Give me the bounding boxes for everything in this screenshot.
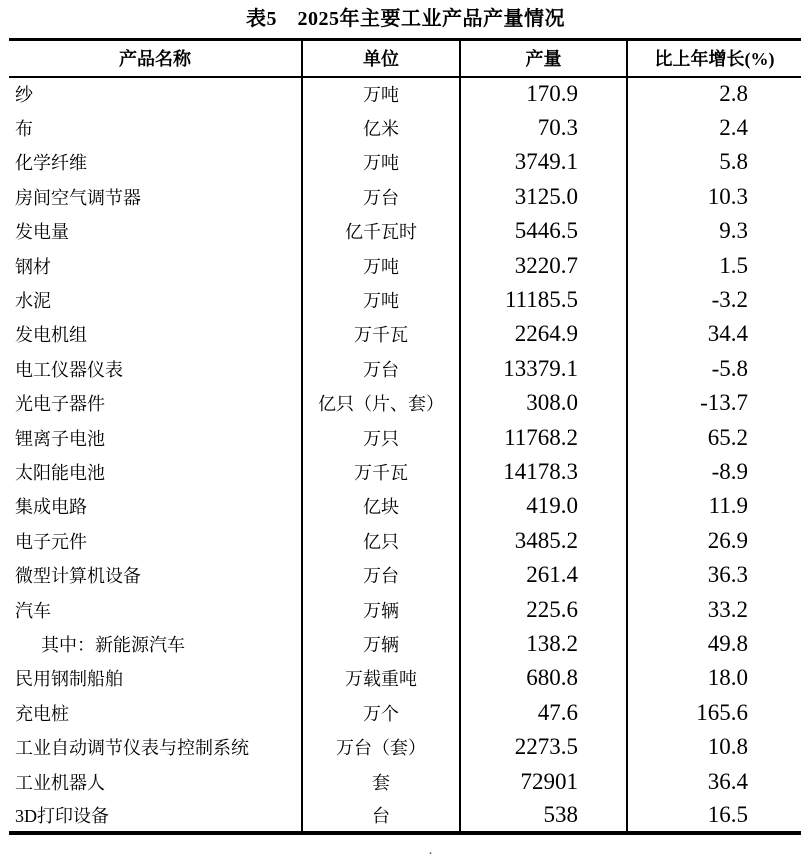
unit-cell: 亿千瓦时 xyxy=(302,214,460,248)
growth-cell: -3.2 xyxy=(627,283,801,317)
product-name-cell: 发电量 xyxy=(15,222,69,243)
product-name-cell: 充电桩 xyxy=(15,703,69,724)
table-row xyxy=(9,77,801,111)
output-cell: 47.6 xyxy=(460,696,627,730)
header-product-name: 产品名称 xyxy=(9,40,302,77)
output-cell: 5446.5 xyxy=(460,214,627,248)
table-row xyxy=(9,111,801,145)
table-row xyxy=(9,592,801,626)
output-cell: 308.0 xyxy=(460,386,627,420)
product-name-cell: 布 xyxy=(15,119,33,140)
unit-cell: 万台 xyxy=(302,352,460,386)
product-name-cell: 电子元件 xyxy=(15,531,87,552)
table-header-row xyxy=(9,40,801,77)
product-name-cell: 光电子器件 xyxy=(15,394,105,415)
header-output: 产量 xyxy=(460,40,627,77)
output-cell: 11185.5 xyxy=(460,283,627,317)
table-row xyxy=(9,386,801,420)
output-cell: 2273.5 xyxy=(460,730,627,764)
unit-cell: 亿米 xyxy=(302,111,460,145)
unit-cell: 套 xyxy=(302,764,460,798)
table-row xyxy=(9,317,801,351)
table-row xyxy=(9,420,801,454)
growth-cell: 10.3 xyxy=(627,180,801,214)
growth-cell: 5.8 xyxy=(627,145,801,179)
output-cell: 3485.2 xyxy=(460,524,627,558)
table-title: 表5 2025年主要工业产品产量情况 xyxy=(246,8,565,30)
product-name-cell: 3D打印设备 xyxy=(15,805,109,826)
growth-cell: 2.8 xyxy=(627,77,801,111)
product-name-cell: 工业自动调节仪表与控制系统 xyxy=(15,738,249,759)
product-name-cell: 水泥 xyxy=(15,291,51,312)
header-unit: 单位 xyxy=(302,40,460,77)
growth-cell: 165.6 xyxy=(627,696,801,730)
output-cell: 225.6 xyxy=(460,592,627,626)
product-name-cell: 集成电路 xyxy=(15,497,87,518)
growth-cell: 18.0 xyxy=(627,661,801,695)
output-cell: 261.4 xyxy=(460,558,627,592)
output-cell: 70.3 xyxy=(460,111,627,145)
output-cell: 3749.1 xyxy=(460,145,627,179)
table-row xyxy=(9,180,801,214)
output-cell: 538 xyxy=(460,799,627,833)
output-cell: 138.2 xyxy=(460,627,627,661)
table-row xyxy=(9,661,801,695)
table-row xyxy=(9,214,801,248)
growth-cell: 11.9 xyxy=(627,489,801,523)
product-name-cell: 微型计算机设备 xyxy=(15,566,141,587)
table-row xyxy=(9,524,801,558)
growth-cell: 1.5 xyxy=(627,248,801,282)
unit-cell: 亿只 xyxy=(302,524,460,558)
output-cell: 11768.2 xyxy=(460,420,627,454)
growth-cell: 26.9 xyxy=(627,524,801,558)
output-cell: 2264.9 xyxy=(460,317,627,351)
unit-cell: 万吨 xyxy=(302,283,460,317)
unit-cell: 万吨 xyxy=(302,248,460,282)
unit-cell: 台 xyxy=(302,799,460,833)
output-cell: 13379.1 xyxy=(460,352,627,386)
table-row xyxy=(9,799,801,833)
table-row xyxy=(9,696,801,730)
table-row xyxy=(9,352,801,386)
unit-cell: 万台 xyxy=(302,558,460,592)
unit-cell: 亿只（片、套） xyxy=(302,386,460,420)
product-name-cell: 汽车 xyxy=(15,600,51,621)
page-marker: · xyxy=(428,846,433,862)
unit-cell: 万吨 xyxy=(302,77,460,111)
unit-cell: 亿块 xyxy=(302,489,460,523)
table-row xyxy=(9,489,801,523)
growth-cell: 49.8 xyxy=(627,627,801,661)
output-cell: 3125.0 xyxy=(460,180,627,214)
growth-cell: -5.8 xyxy=(627,352,801,386)
growth-cell: 33.2 xyxy=(627,592,801,626)
product-name-cell: 电工仪器仪表 xyxy=(15,359,123,380)
unit-cell: 万只 xyxy=(302,420,460,454)
unit-cell: 万辆 xyxy=(302,592,460,626)
output-cell: 3220.7 xyxy=(460,248,627,282)
output-cell: 419.0 xyxy=(460,489,627,523)
product-name-cell: 房间空气调节器 xyxy=(15,187,141,208)
output-cell: 680.8 xyxy=(460,661,627,695)
product-name-cell: 太阳能电池 xyxy=(15,462,105,483)
unit-cell: 万吨 xyxy=(302,145,460,179)
product-name-cell: 纱 xyxy=(15,85,33,106)
table-row xyxy=(9,558,801,592)
growth-cell: 2.4 xyxy=(627,111,801,145)
output-cell: 170.9 xyxy=(460,77,627,111)
growth-cell: -8.9 xyxy=(627,455,801,489)
table-row xyxy=(9,730,801,764)
product-name-cell: 民用钢制船舶 xyxy=(15,669,123,690)
unit-cell: 万台（套） xyxy=(302,730,460,764)
growth-cell: 10.8 xyxy=(627,730,801,764)
growth-cell: 36.3 xyxy=(627,558,801,592)
unit-cell: 万千瓦 xyxy=(302,317,460,351)
table-row xyxy=(9,455,801,489)
unit-cell: 万个 xyxy=(302,696,460,730)
unit-cell: 万千瓦 xyxy=(302,455,460,489)
output-cell: 72901 xyxy=(460,764,627,798)
table-row xyxy=(9,627,801,661)
product-name-cell: 工业机器人 xyxy=(15,772,105,793)
output-cell: 14178.3 xyxy=(460,455,627,489)
table-row xyxy=(9,248,801,282)
unit-cell: 万载重吨 xyxy=(302,661,460,695)
table-row xyxy=(9,283,801,317)
growth-cell: 36.4 xyxy=(627,764,801,798)
product-name-cell: 发电机组 xyxy=(15,325,87,346)
table-body xyxy=(9,77,801,834)
table-row xyxy=(9,145,801,179)
product-name-cell: 化学纤维 xyxy=(15,153,87,174)
table-row xyxy=(9,764,801,798)
growth-cell: 34.4 xyxy=(627,317,801,351)
unit-cell: 万辆 xyxy=(302,627,460,661)
product-name-cell: 其中：新能源汽车 xyxy=(41,634,185,655)
industrial-output-table xyxy=(9,38,801,835)
header-growth: 比上年增长(%) xyxy=(627,40,801,77)
product-name-cell: 锂离子电池 xyxy=(15,428,105,449)
unit-cell: 万台 xyxy=(302,180,460,214)
growth-cell: -13.7 xyxy=(627,386,801,420)
growth-cell: 65.2 xyxy=(627,420,801,454)
product-name-cell: 钢材 xyxy=(15,256,51,277)
growth-cell: 9.3 xyxy=(627,214,801,248)
growth-cell: 16.5 xyxy=(627,799,801,833)
